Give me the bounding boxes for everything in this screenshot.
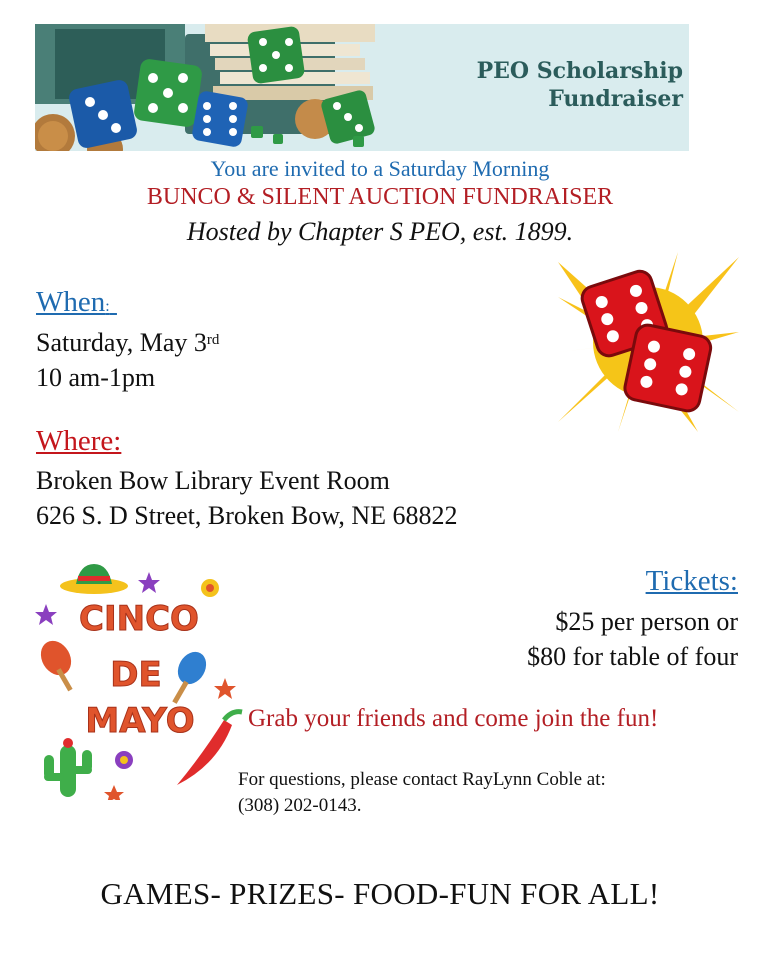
where-heading: Where: <box>36 425 122 457</box>
cinco-word: CINCO <box>79 599 199 639</box>
call-to-action: Grab your friends and come join the fun! <box>248 705 659 732</box>
tickets-heading: Tickets: <box>645 565 738 597</box>
event-headline: BUNCO & SILENT AUCTION FUNDRAISER <box>146 184 614 210</box>
contact-phone: (308) 202-0143. <box>238 795 362 816</box>
when-colon: : <box>105 298 110 315</box>
event-time: 10 am-1pm <box>36 363 156 392</box>
header-banner <box>35 24 689 151</box>
event-date <box>36 325 219 360</box>
event-date-suffix: rd <box>206 332 220 348</box>
event-venue: Broken Bow Library Event Room <box>36 466 390 495</box>
event-date-text: Saturday, May 3 <box>36 328 207 357</box>
banner-title-line2: Fundraiser <box>548 86 683 112</box>
hosted-by-text: Hosted by Chapter S PEO, est. 1899. <box>186 217 574 246</box>
de-word: DE <box>110 655 162 695</box>
red-dice-image <box>558 252 739 432</box>
when-label: When <box>36 286 106 318</box>
ticket-price-person: $25 per person or <box>555 607 738 636</box>
dice-and-books-image <box>35 24 415 151</box>
banner-title-line1: PEO Scholarship <box>476 58 683 84</box>
when-heading <box>36 286 117 319</box>
event-address: 626 S. D Street, Broken Bow, NE 68822 <box>36 501 458 530</box>
banner-title <box>433 57 683 113</box>
cinco-de-mayo-image <box>32 560 247 800</box>
invite-text: You are invited to a Saturday Morning <box>210 156 550 181</box>
footer-tagline: GAMES- PRIZES- FOOD-FUN FOR ALL! <box>100 876 660 911</box>
contact-info <box>238 767 708 819</box>
contact-line: For questions, please contact RayLynn Coble at: <box>238 769 606 790</box>
ticket-price-table: $80 for table of four <box>527 642 738 671</box>
mayo-word: MAYO <box>85 701 195 741</box>
